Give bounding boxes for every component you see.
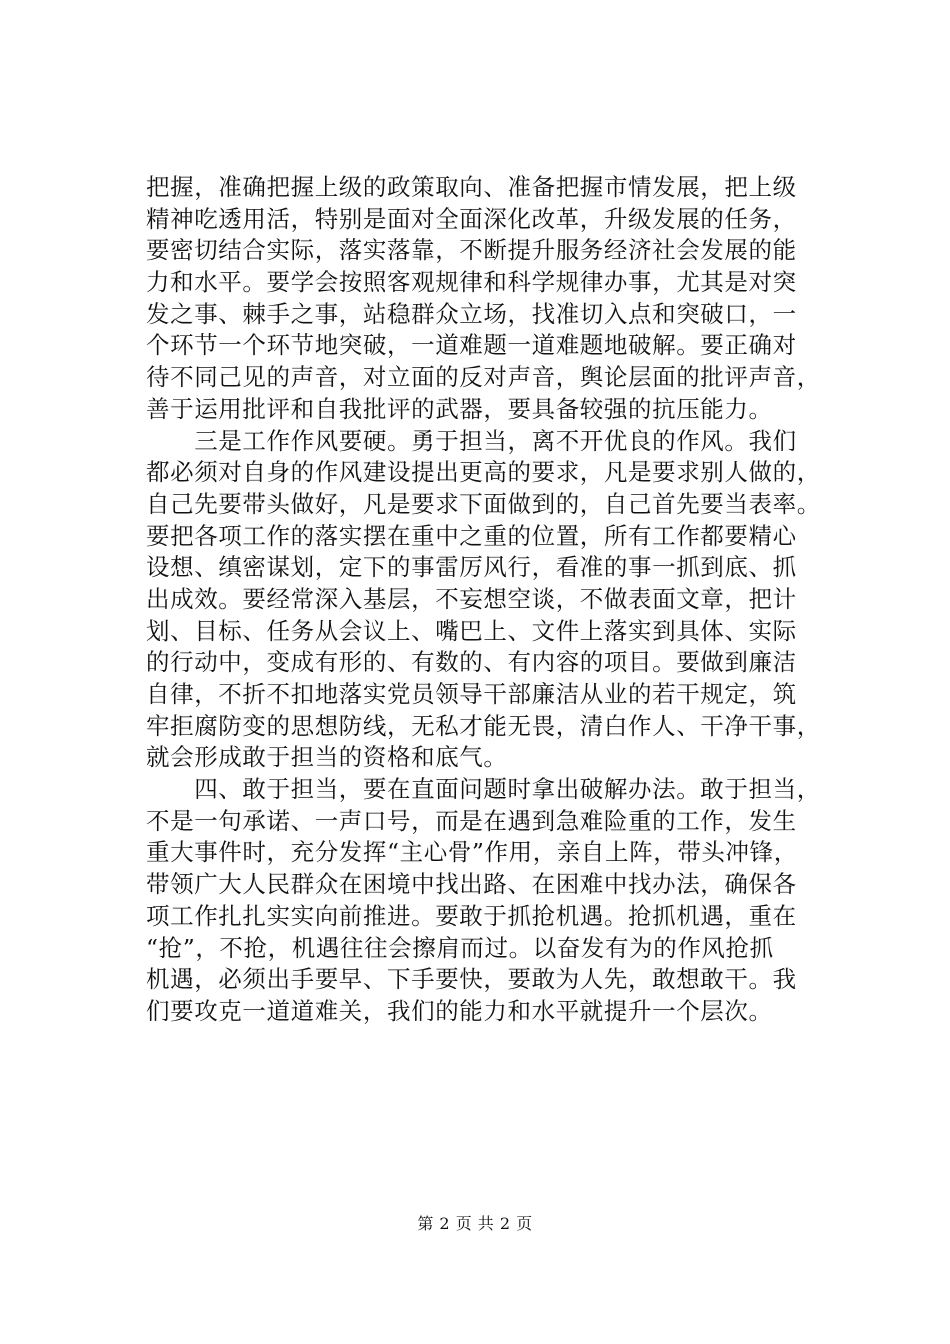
text-line: 的行动中，变成有形的、有数的、有内容的项目。要做到廉洁 xyxy=(146,648,797,677)
text-line: 发之事、棘手之事，站稳群众立场，找准切入点和突破口，一 xyxy=(146,299,797,328)
text-line: 善于运用批评和自我批评的武器，要具备较强的抗压能力。 xyxy=(146,394,773,423)
text-line: 项工作扎扎实实向前推进。要敢于抓抢机遇。抢抓机遇，重在 xyxy=(146,901,797,930)
text-line: 自律，不折不扣地落实党员领导干部廉洁从业的若干规定，筑 xyxy=(146,680,797,708)
body-text xyxy=(146,172,826,1028)
text-line: 划、目标、任务从会议上、嘴巴上、文件上落实到具体、实际 xyxy=(146,616,797,645)
text-line: “抢”，不抢，机遇往往会擦肩而过。以奋发有为的作风抢抓 xyxy=(146,933,774,962)
page-number-footer: 第 2 页 共 2 页 xyxy=(417,1214,533,1233)
text-line: 把握，准确把握上级的政策取向、准备把握市情发展，把上级 xyxy=(146,173,797,201)
text-line: 重大事件时，充分发挥“主心骨”作用，亲自上阵，带头冲锋， xyxy=(146,838,798,867)
text-line: 都必须对自身的作风建设提出更高的要求，凡是要求别人做的， xyxy=(146,458,821,487)
text-line: 就会形成敢于担当的资格和底气。 xyxy=(146,743,508,772)
text-line: 待不同己见的声音，对立面的反对声音，舆论层面的批评声音， xyxy=(146,363,821,392)
text-line: 机遇，必须出手要早、下手要快，要敢为人先，敢想敢干。我 xyxy=(146,965,797,994)
text-line: 设想、缜密谋划，定下的事雷厉风行，看准的事一抓到底、抓 xyxy=(146,553,797,582)
text-line: 要把各项工作的落实摆在重中之重的位置，所有工作都要精心 xyxy=(146,521,797,550)
text-line: 精神吃透用活，特别是面对全面深化改革，升级发展的任务， xyxy=(146,204,797,233)
text-line: 力和水平。要学会按照客观规律和科学规律办事，尤其是对突 xyxy=(146,268,797,297)
text-line: 带领广大人民群众在困境中找出路、在困难中找办法，确保各 xyxy=(146,870,797,899)
text-line: 要密切结合实际，落实落靠，不断提升服务经济社会发展的能 xyxy=(146,236,797,265)
paragraph-start-line: 三是工作作风要硬。勇于担当，离不开优良的作风。我们 xyxy=(146,426,797,455)
text-line: 个环节一个环节地突破，一道难题一道难题地破解。要正确对 xyxy=(146,331,797,360)
text-line: 不是一句承诺、一声口号，而是在遇到急难险重的工作，发生 xyxy=(146,806,797,835)
text-line: 自己先要带头做好，凡是要求下面做到的，自己首先要当表率。 xyxy=(146,489,821,518)
text-line: 牢拒腐防变的思想防线，无私才能无畏，清白作人、干净干事， xyxy=(146,711,821,740)
text-line: 们要攻克一道道难关，我们的能力和水平就提升一个层次。 xyxy=(146,996,773,1025)
paragraph-start-line: 四、敢于担当，要在直面问题时拿出破解办法。敢于担当， xyxy=(146,775,821,804)
text-line: 出成效。要经常深入基层，不妄想空谈，不做表面文章，把计 xyxy=(146,584,797,613)
